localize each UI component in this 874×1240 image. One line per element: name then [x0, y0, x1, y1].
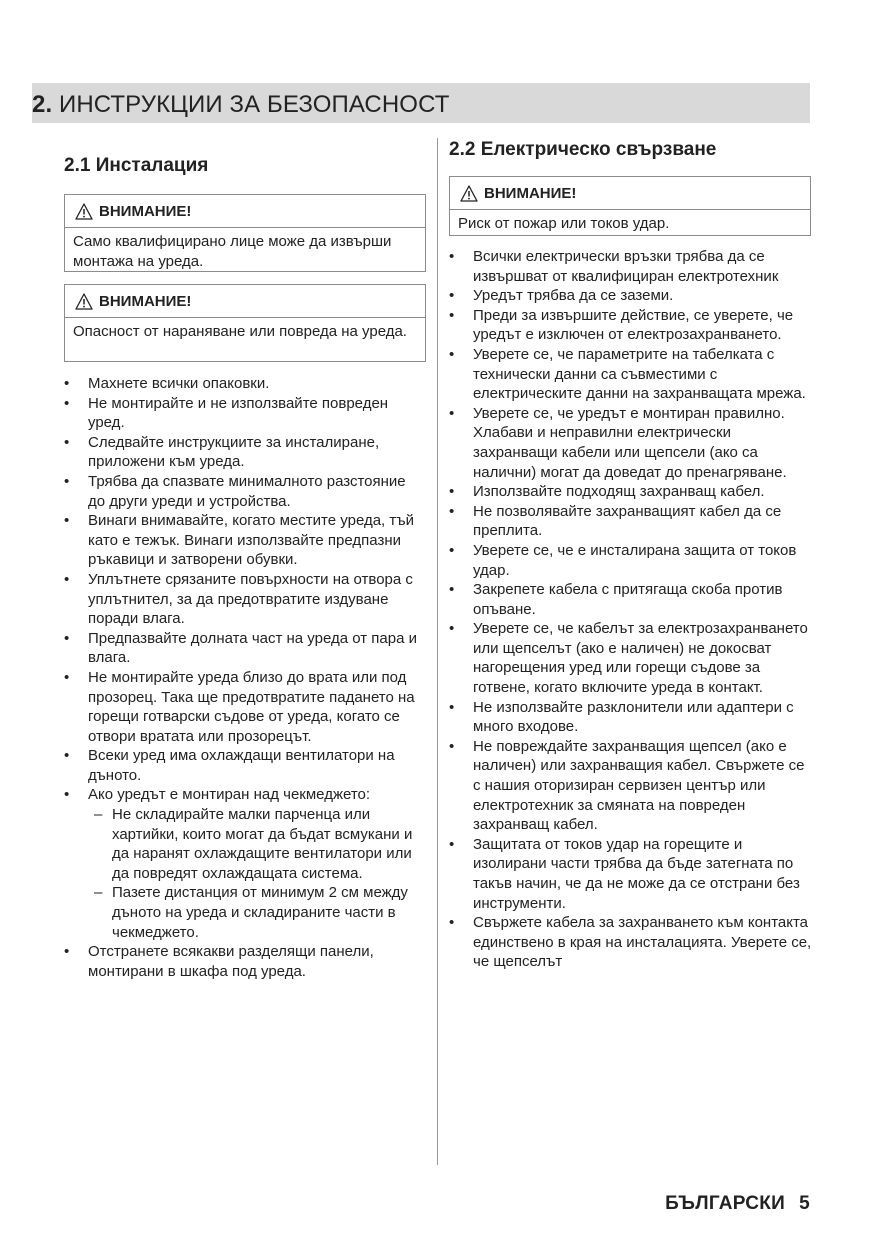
bullet-glyph: •: [449, 404, 455, 422]
list-item: [449, 835, 814, 913]
bullet-glyph: •: [449, 698, 455, 716]
warning-label: ВНИМАНИЕ!: [99, 202, 192, 220]
bullet-glyph: •: [64, 570, 70, 588]
section-number: 2.: [32, 91, 53, 118]
list-item: [449, 482, 814, 502]
list-item-text: Не позволявайте захранващият кабел да се преплита.: [473, 502, 782, 540]
warning-triangle-icon: [75, 203, 93, 220]
list-item: [449, 913, 814, 972]
list-item: [449, 286, 814, 306]
warning-header: [450, 177, 810, 210]
list-item-text: Уверете се, че уредът е монтиран правилно. Хлабави и неправилни електрически захранващи кабели или щепсели (ако са налични) могат да доведат до пренагряване.: [473, 404, 787, 481]
bullet-glyph: •: [64, 747, 70, 765]
bullet-glyph: •: [64, 472, 70, 490]
list-item: [449, 619, 814, 697]
warning-triangle-icon: [460, 185, 478, 202]
section-heading: [32, 91, 449, 119]
bullet-glyph: •: [449, 483, 455, 501]
bullet-glyph: •: [449, 835, 455, 853]
list-item-text: Използвайте подходящ захранващ кабел.: [473, 483, 765, 501]
list-item: [64, 942, 426, 981]
list-item-text: Всеки уред има охлаждащи вентилатори на дъното.: [88, 747, 395, 784]
bullet-glyph: •: [449, 620, 455, 638]
bullet-glyph: •: [449, 345, 455, 363]
sub-list-item-text: Пазете дистанция от минимум 2 см между дъното на уреда и складираните части в чекмеджето.: [112, 884, 408, 941]
list-item: [64, 746, 426, 785]
list-item: [449, 580, 814, 619]
list-item-text: Не монтирайте и не използвайте повреден уред.: [88, 394, 389, 432]
bullet-glyph: •: [449, 737, 455, 755]
list-item: [449, 404, 814, 482]
bullet-glyph: •: [449, 502, 455, 520]
list-item-text: Свържете кабела за захранването към контакта единствено в края на инсталацията. Уверете се, че щепселът: [473, 914, 812, 971]
installation-list: [64, 374, 426, 981]
bullet-glyph: •: [449, 541, 455, 559]
list-item-text: Отстранете всякакви разделящи панели, монтирани в шкафа под уреда.: [88, 943, 374, 980]
installation-heading: 2.1 Инсталация: [64, 155, 209, 176]
warning-header: [65, 195, 425, 228]
list-item: [449, 737, 814, 835]
list-item: [64, 433, 426, 472]
sub-list-item: [88, 883, 426, 942]
list-item-text: Ако уредът е монтиран над чекмеджето:: [88, 786, 371, 804]
bullet-glyph: •: [64, 943, 70, 961]
electrical-list: [449, 247, 814, 972]
dash-glyph: –: [94, 884, 103, 902]
bullet-glyph: •: [64, 629, 70, 647]
list-item-text: Уверете се, че кабелът за електрозахранването или щепселът (ако е наличен) не докосват нагорещения уред или горещи съдове за готвене, когато включите уреда в контакт.: [473, 620, 808, 697]
list-item-text: Не използвайте разклонители или адаптери с много входове.: [473, 698, 794, 736]
list-item: [449, 502, 814, 541]
drawer-sublist: [88, 805, 426, 942]
list-item-text: Винаги внимавайте, когато местите уреда, тъй като е тежък. Винаги използвайте предпазни ръкавици и затворени обувки.: [88, 512, 415, 569]
list-item-text: Махнете всички опаковки.: [88, 375, 270, 392]
list-item: [64, 374, 426, 394]
list-item-text: Предпазвайте долната част на уреда от пара и влага.: [88, 629, 418, 667]
list-item: [64, 668, 426, 746]
list-item: [449, 698, 814, 737]
warning-triangle-icon: [75, 293, 93, 310]
electrical-heading: 2.2 Електрическо свързване: [449, 139, 717, 160]
warning-box-qualified: [64, 194, 426, 272]
bullet-glyph: •: [449, 287, 455, 305]
list-item-text: Не монтирайте уреда близо до врата или под прозорец. Така ще предотвратите падането на горещи готварски съдове от уреда, когато се отвори вратата или прозорецът.: [88, 668, 415, 745]
list-item-text: Уредът трябва да се заземи.: [473, 287, 674, 305]
bullet-glyph: •: [449, 248, 455, 265]
list-item-text: Уверете се, че е инсталирана защита от токов удар.: [473, 541, 797, 579]
footer-language: БЪЛГАРСКИ: [665, 1193, 786, 1214]
list-item-text: Следвайте инструкциите за инсталиране, приложени към уреда.: [88, 433, 380, 471]
warning-box-injury: [64, 284, 426, 362]
page-number: 5: [799, 1193, 810, 1214]
warning-header: [65, 285, 425, 318]
list-item: [64, 570, 426, 629]
list-item-text: Преди за извършите действие, се уверете, че уредът е изключен от електрозахранването.: [473, 306, 794, 344]
bullet-glyph: •: [449, 581, 455, 599]
dash-glyph: –: [94, 806, 103, 824]
warning-box-fire: [449, 176, 811, 236]
sub-list-item: [88, 805, 426, 883]
bullet-glyph: •: [64, 786, 70, 804]
bullet-glyph: •: [449, 306, 455, 324]
list-item-text: Всички електрически връзки трябва да се извършват от квалифициран електротехник: [473, 248, 779, 285]
list-item: [64, 472, 426, 511]
page-footer: [665, 1193, 810, 1215]
warning-text: Риск от пожар или токов удар.: [458, 215, 670, 232]
bullet-glyph: •: [64, 433, 70, 451]
sub-list-item-text: Не складирайте малки парченца или хартийки, които могат да бъдат всмукани и да наранят охлаждащите вентилатори или да повредят охлаждащата система.: [112, 806, 413, 882]
list-item-text: Закрепете кабела с притягаща скоба против опъване.: [473, 581, 783, 618]
list-item-text: Защитата от токов удар на горещите и изолирани части трябва да бъде затегната по такъв начин, че да не може да се отстрани без инструменти.: [473, 835, 800, 912]
bullet-glyph: •: [449, 914, 455, 932]
list-item: [64, 511, 426, 570]
bullet-glyph: •: [64, 394, 70, 412]
list-item-text: Трябва да спазвате минималното разстояние до други уреди и устройства.: [88, 472, 406, 510]
list-item: [64, 394, 426, 433]
list-item-text: Уплътнете срязаните повърхности на отвора с уплътнител, за да предотвратите издуване поради влага.: [88, 570, 413, 628]
column-divider: [437, 138, 438, 1165]
list-item: [449, 345, 814, 404]
warning-label: ВНИМАНИЕ!: [484, 184, 577, 202]
list-item-text: Уверете се, че параметрите на табелката с технически данни са съвместими с електрическите данни на захранващата мрежа.: [473, 345, 806, 403]
list-item-text: Не повреждайте захранващия щепсел (ако е наличен) или захранващия кабел. Свържете се с нашия оторизиран сервизен център или електротехник за смяната на повреден захранващ кабел.: [473, 737, 805, 834]
list-item: [64, 785, 426, 942]
list-item: [449, 541, 814, 580]
list-item: [64, 629, 426, 668]
warning-text: Само квалифицирано лице може да извърши монтажа на уреда.: [73, 233, 392, 270]
warning-text: Опасност от нараняване или повреда на уреда.: [73, 323, 407, 340]
section-title: ИНСТРУКЦИИ ЗА БЕЗОПАСНОСТ: [59, 91, 450, 118]
bullet-glyph: •: [64, 512, 70, 530]
list-item: [449, 306, 814, 345]
bullet-glyph: •: [64, 375, 70, 392]
warning-label: ВНИМАНИЕ!: [99, 292, 192, 310]
bullet-glyph: •: [64, 668, 70, 686]
list-item: [449, 247, 814, 286]
